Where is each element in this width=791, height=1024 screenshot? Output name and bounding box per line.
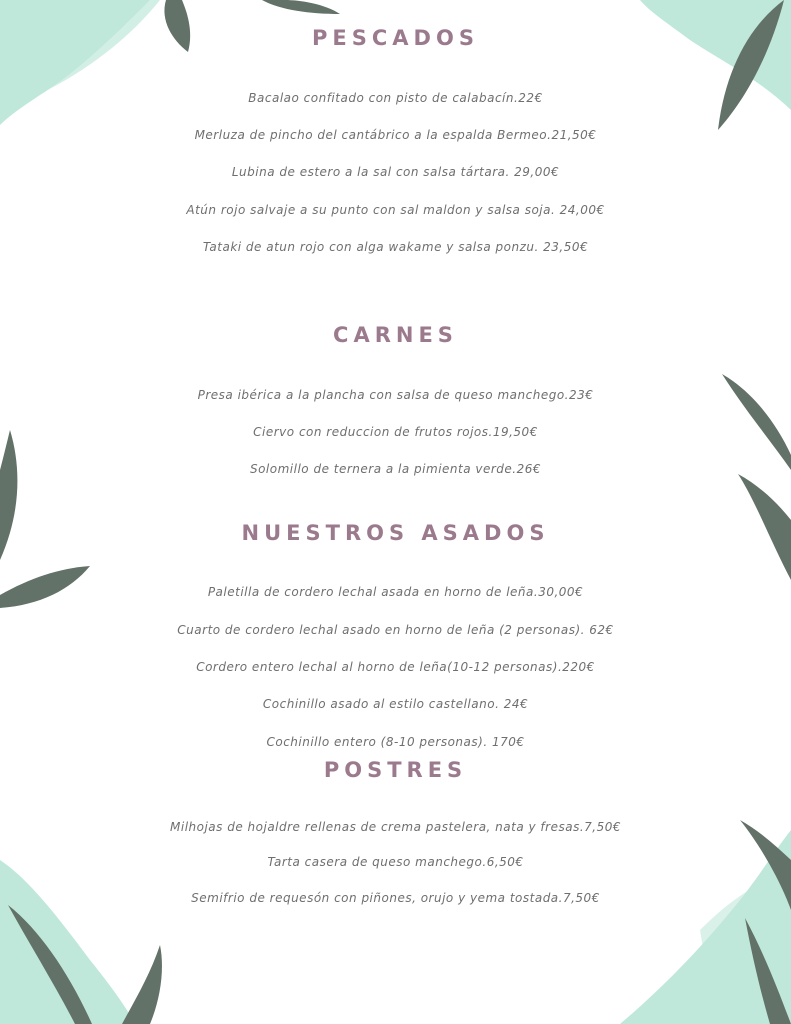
menu-item: Cordero entero lechal al horno de leña(10-12 personas).220€ (196, 660, 595, 674)
menu-item: Cochinillo asado al estilo castellano. 24€ (262, 697, 529, 711)
menu-item: Cochinillo entero (8-10 personas). 170€ (266, 735, 525, 749)
menu-item: Ciervo con reduccion de frutos rojos.19,50€ (253, 425, 538, 439)
menu-item: Semifrio de requesón con piñones, orujo y yema tostada.7,50€ (191, 891, 600, 905)
menu-item: Solomillo de ternera a la pimienta verde.26€ (249, 462, 542, 476)
section-title-asados: NUESTROS ASADOS (241, 521, 550, 545)
menu-item: Tarta casera de queso manchego.6,50€ (267, 855, 524, 869)
section-title-postres: POSTRES (323, 758, 468, 782)
menu-item: Milhojas de hojaldre rellenas de crema pastelera, nata y fresas.7,50€ (170, 820, 621, 834)
menu-item: Merluza de pincho del cantábrico a la espalda Bermeo.21,50€ (194, 128, 597, 142)
menu-item: Presa ibérica a la plancha con salsa de queso manchego.23€ (197, 388, 594, 402)
menu-item: Bacalao confitado con pisto de calabacín.22€ (248, 91, 543, 105)
menu-item: Tataki de atun rojo con alga wakame y salsa ponzu. 23,50€ (202, 240, 589, 254)
section-title-pescados: PESCADOS (312, 26, 479, 50)
section-title-carnes: CARNES (333, 323, 458, 347)
menu-item: Atún rojo salvaje a su punto con sal maldon y salsa soja. 24,00€ (186, 203, 605, 217)
menu-item: Paletilla de cordero lechal asada en horno de leña.30,00€ (207, 585, 584, 599)
menu-item: Lubina de estero a la sal con salsa tártara. 29,00€ (231, 165, 560, 179)
menu-item: Cuarto de cordero lechal asado en horno de leña (2 personas). 62€ (177, 623, 614, 637)
